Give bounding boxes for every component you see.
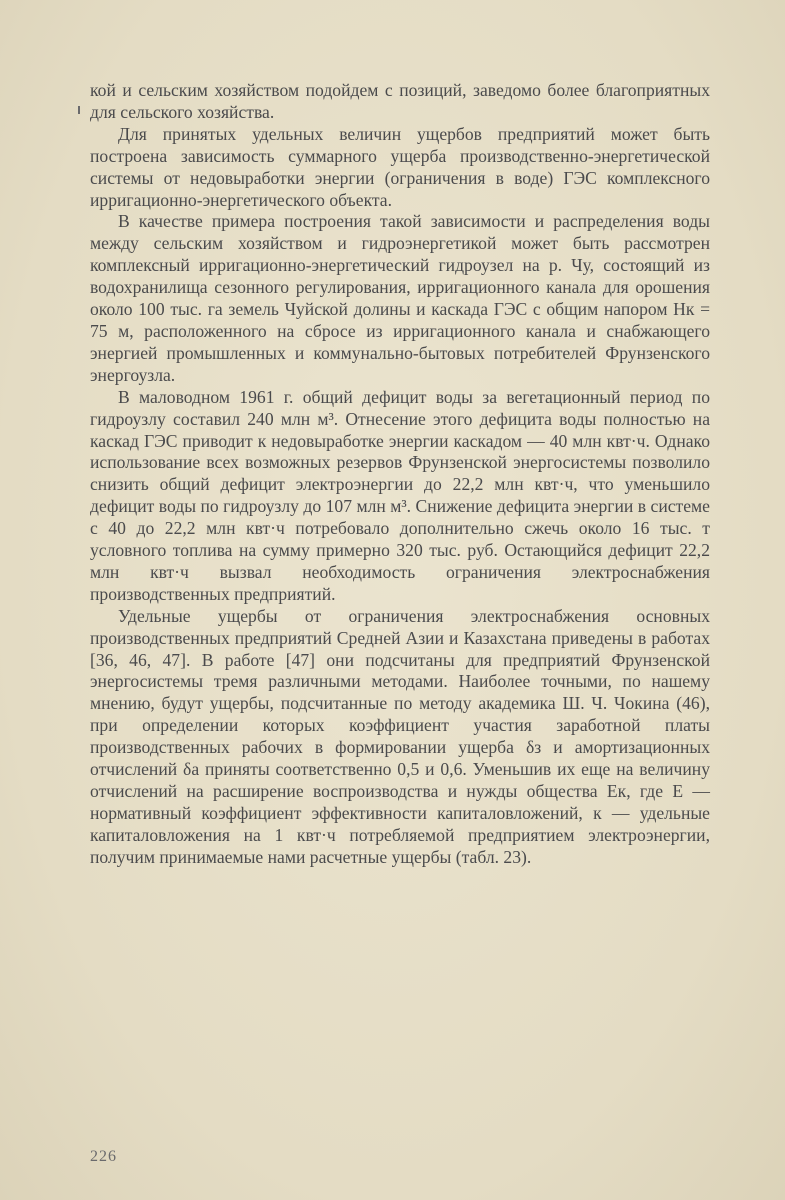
paragraph-deficit-1961: В маловодном 1961 г. общий дефицит воды за вегетационный период по гидроузлу составил 240 млн м³. Отнесение этого дефицита воды полностью на каскад ГЭС приводит к недовыработке энергии каскадом — 40 млн квт·ч. Однако использование всех возможных резервов Фрунзенской энергосистемы позволило снизить общий дефицит электроэнергии до 22,2 млн квт·ч, что уменьшило дефицит воды по гидроузлу до 107 млн м³. Снижение дефицита энергии в системе с 40 до 22,2 млн квт·ч потребовало дополнительно сжечь около 16 тыс. т условного топлива на сумму примерно 320 тыс. руб. Остающийся дефицит 22,2 млн квт·ч вызвал необходимость ограничения электроснабжения производственных предприятий. bbox=[90, 386, 710, 604]
body-text bbox=[90, 80, 710, 869]
margin-mark bbox=[78, 106, 80, 114]
page-number: 226 bbox=[90, 1148, 117, 1165]
paragraph-example-chu: В качестве примера построения такой зависимости и распределения воды между сельским хозяйством и гидроэнергетикой может быть рассмотрен комплексный ирригационно-энергетический гидроузел на р. Чу, состоящий из водохранилища сезонного регулирования, ирригационного канала для орошения около 100 тыс. га земель Чуйской долины и каскада ГЭС с общим напором Hк = 75 м, расположенного на сбросе из ирригационного канала и снабжающего энергией промышленных и коммунально-бытовых потребителей Фрунзенского энергоузла. bbox=[90, 211, 710, 385]
paragraph-dependency: Для принятых удельных величин ущербов предприятий может быть построена зависимость суммарного ущерба производственно-энергетической системы от недовыработки энергии (ограничения в воде) ГЭС комплексного ирригационно-энергетического объекта. bbox=[90, 123, 710, 210]
paragraph-continuation: кой и сельским хозяйством подойдем с позиций, заведомо более благоприятных для сельского хозяйства. bbox=[90, 80, 710, 122]
paragraph-specific-damages: Удельные ущербы от ограничения электроснабжения основных производственных предприятий Средней Азии и Казахстана приведены в работах [36, 46, 47]. В работе [47] они подсчитаны для предприятий Фрунзенской энергосистемы тремя различными методами. Наиболее точными, по нашему мнению, будут ущербы, подсчитанные по методу академика Ш. Ч. Чокина (46), при определении которых коэффициент участия заработной платы производственных рабочих в формировании ущерба δз и амортизационных отчислений δа приняты соответственно 0,5 и 0,6. Уменьшив их еще на величину отчислений на расширение воспроизводства и нужды общества Ек, где Е — нормативный коэффициент эффективности капиталовложений, к — удельные капиталовложения на 1 квт·ч потребляемой предприятием электроэнергии, получим принимаемые нами расчетные ущербы (табл. 23). bbox=[90, 605, 710, 867]
